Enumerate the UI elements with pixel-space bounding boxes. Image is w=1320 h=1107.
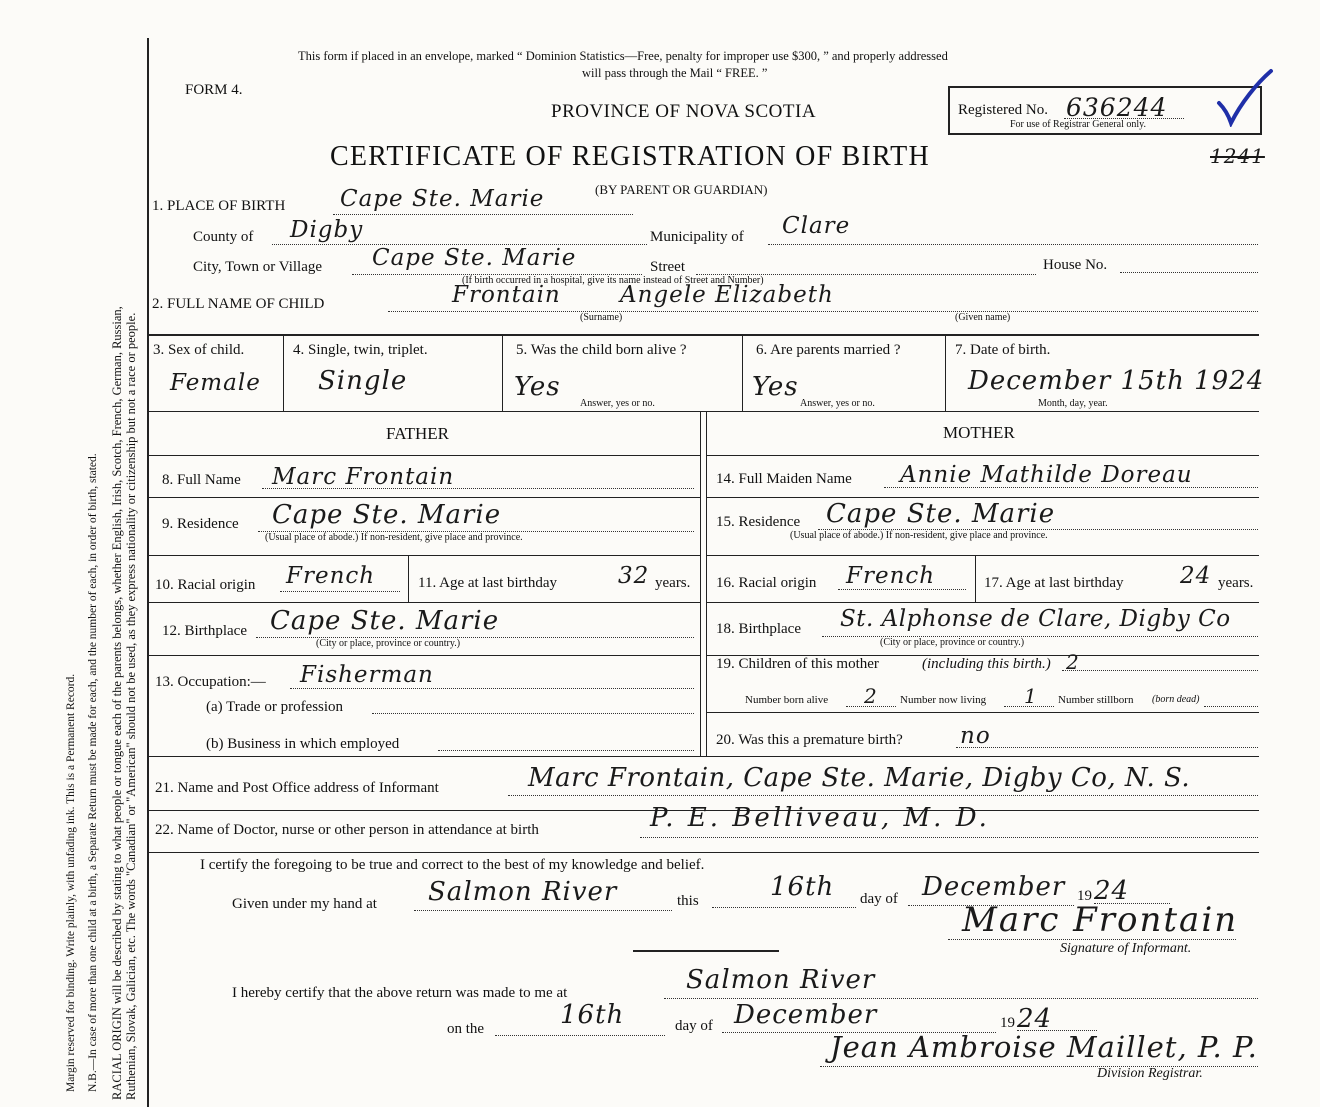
registered-label: Registered No. — [958, 102, 1048, 118]
year-prefix: 19 — [1077, 888, 1092, 904]
doctor-value: P. E. Belliveau, M. D. — [650, 803, 990, 833]
father-race-label: 10. Racial origin — [155, 577, 256, 593]
father-name-value: Marc Frontain — [272, 464, 455, 490]
now-living-count: 1 — [1024, 684, 1038, 708]
margin-note-nationality: Ruthenian, Slovak, Galician, etc. The words "Canadian" or "American" should not be used, as they express nationality or citizenship but not a race or people. — [124, 312, 138, 1100]
children-label: 19. Children of this mother — [716, 656, 879, 672]
struck-number: 1241 — [1210, 144, 1265, 168]
municipality-label: Municipality of — [650, 229, 744, 245]
informant-signature-caption: Signature of Informant. — [1060, 941, 1192, 956]
day-of-label: day of — [860, 891, 898, 907]
father-age-label: 11. Age at last birthday — [418, 575, 557, 591]
mother-race-label: 16. Racial origin — [716, 575, 817, 591]
informant-value: Marc Frontain, Cape Ste. Marie, Digby Co, N. S. — [528, 763, 1191, 793]
father-residence-value: Cape Ste. Marie — [272, 500, 502, 530]
given-day: 16th — [770, 872, 835, 902]
father-birthplace-label: 12. Birthplace — [162, 623, 247, 639]
business-label: (b) Business in which employed — [206, 736, 400, 752]
registrar-day: 16th — [560, 1000, 625, 1030]
father-age-value: 32 — [618, 563, 650, 589]
certificate-title: CERTIFICATE OF REGISTRATION OF BIRTH — [330, 141, 930, 172]
now-living-label: Number now living — [900, 694, 987, 706]
on-the-label: on the — [447, 1021, 485, 1037]
father-heading: FATHER — [386, 424, 449, 443]
parents-married-label: 6. Are parents married ? — [756, 342, 901, 358]
father-residence-caption: (Usual place of abode.) If non-resident, give place and province. — [265, 532, 523, 543]
registrar-year-prefix: 19 — [1000, 1015, 1015, 1031]
mother-birthplace-caption: (City or place, province or country.) — [880, 637, 1025, 648]
sex-label: 3. Sex of child. — [153, 342, 245, 358]
given-year: 24 — [1094, 876, 1130, 906]
given-place: Salmon River — [428, 877, 618, 907]
margin-note-binding: Margin reserved for binding. Write plainly, with unfading ink. This is a Permanent Record. — [65, 673, 77, 1092]
mother-heading: MOTHER — [943, 423, 1015, 442]
mother-age-value: 24 — [1180, 563, 1212, 589]
sex-value: Female — [170, 370, 261, 396]
envelope-note: This form if placed in an envelope, marked “ Dominion Statistics—Free, penalty for improper use $300, ” and properly addressed — [298, 49, 948, 63]
registrar-signature: Jean Ambroise Maillet, P. P. — [830, 1030, 1258, 1064]
given-name-caption: (Given name) — [955, 312, 1011, 323]
mother-residence-caption: (Usual place of abode.) If non-resident, give place and province. — [790, 530, 1048, 541]
county-value: Digby — [290, 217, 364, 243]
certify-text: I certify the foregoing to be true and correct to the best of my knowledge and belief. — [200, 857, 705, 873]
mother-name-value: Annie Mathilde Doreau — [900, 462, 1193, 488]
father-birthplace-value: Cape Ste. Marie — [270, 606, 500, 636]
trade-label: (a) Trade or profession — [206, 699, 344, 715]
city-value: Cape Ste. Marie — [372, 245, 577, 271]
informant-label: 21. Name and Post Office address of Informant — [155, 780, 439, 796]
dob-value: December 15th 1924 — [968, 366, 1265, 396]
checkmark-icon — [1215, 67, 1277, 127]
mother-age-label: 17. Age at last birthday — [984, 575, 1124, 591]
mother-birthplace-value: St. Alphonse de Clare, Digby Co — [840, 606, 1231, 632]
plurality-value: Single — [318, 366, 408, 396]
registrar-year: 24 — [1017, 1004, 1053, 1034]
dob-caption: Month, day, year. — [1038, 398, 1108, 409]
given-label: Given under my hand at — [232, 896, 377, 912]
margin-note-racial-origin: RACIAL ORIGIN will be described by stating to what people or tongue each of the parents belongs, whether English, Irish, Scotch, French, German, Russian, — [110, 306, 124, 1100]
born-alive-value: Yes — [514, 372, 561, 402]
born-alive-label: 5. Was the child born alive ? — [516, 342, 687, 358]
mother-years: years. — [1218, 575, 1254, 591]
father-residence-label: 9. Residence — [162, 516, 239, 532]
mother-residence-value: Cape Ste. Marie — [826, 499, 1056, 529]
father-years: years. — [655, 575, 691, 591]
form-number: FORM 4. — [185, 82, 243, 98]
child-given-name: Angele Elizabeth — [620, 282, 834, 308]
stillborn-note: (born dead) — [1152, 694, 1200, 705]
given-month: December — [922, 872, 1066, 902]
county-label: County of — [193, 229, 254, 245]
city-label: City, Town or Village — [193, 259, 323, 275]
registrar-note: For use of Registrar General only. — [1010, 119, 1146, 130]
premature-value: no — [960, 723, 991, 749]
place-value: Cape Ste. Marie — [340, 186, 545, 212]
born-alive-count: 2 — [864, 684, 878, 708]
doctor-label: 22. Name of Doctor, nurse or other person in attendance at birth — [155, 822, 539, 838]
father-birthplace-caption: (City or place, province or country.) — [316, 638, 461, 649]
province-heading: PROVINCE OF NOVA SCOTIA — [551, 101, 817, 122]
municipality-value: Clare — [782, 213, 851, 239]
born-alive-count-label: Number born alive — [745, 694, 829, 706]
mother-name-label: 14. Full Maiden Name — [716, 471, 852, 487]
mother-birthplace-label: 18. Birthplace — [716, 621, 801, 637]
mother-race-value: French — [846, 563, 936, 589]
stillborn-label: Number stillborn — [1058, 694, 1134, 706]
father-race-value: French — [286, 563, 376, 589]
parents-married-value: Yes — [752, 372, 799, 402]
registrar-signature-caption: Division Registrar. — [1097, 1066, 1203, 1081]
registrar-text: I hereby certify that the above return was made to me at — [232, 985, 568, 1001]
father-name-label: 8. Full Name — [162, 472, 241, 488]
place-label: 1. PLACE OF BIRTH — [152, 198, 286, 214]
occupation-label: 13. Occupation:— — [155, 674, 266, 690]
street-label: Street — [650, 259, 685, 275]
registered-number: 636244 — [1066, 93, 1168, 122]
born-alive-caption: Answer, yes or no. — [580, 398, 655, 409]
hospital-note: (If birth occurred in a hospital, give its name instead of Street and Number) — [462, 275, 764, 286]
children-value: 2 — [1066, 650, 1080, 674]
children-note: (including this birth.) — [922, 656, 1051, 672]
parents-married-caption: Answer, yes or no. — [800, 398, 875, 409]
surname-caption: (Surname) — [580, 312, 623, 323]
registrar-place: Salmon River — [686, 965, 876, 995]
this-label: this — [677, 893, 699, 909]
envelope-note-2: will pass through the Mail “ FREE. ” — [582, 66, 768, 80]
premature-label: 20. Was this a premature birth? — [716, 732, 903, 748]
margin-note-multiple-births: N.B.—In case of more than one child at a birth, a Separate Return must be made for each, and the number of each, in order of birth, stated. — [87, 453, 99, 1092]
certificate-subtitle: (BY PARENT OR GUARDIAN) — [595, 182, 768, 197]
registrar-day-of-label: day of — [675, 1018, 713, 1034]
house-number-label: House No. — [1043, 257, 1108, 273]
registrar-month: December — [734, 1000, 878, 1030]
mother-residence-label: 15. Residence — [716, 514, 801, 530]
occupation-value: Fisherman — [300, 662, 434, 688]
plurality-label: 4. Single, twin, triplet. — [293, 342, 428, 358]
child-surname: Frontain — [452, 282, 561, 308]
informant-signature: Marc Frontain — [962, 900, 1239, 940]
child-name-label: 2. FULL NAME OF CHILD — [152, 296, 325, 312]
dob-label: 7. Date of birth. — [955, 342, 1051, 358]
